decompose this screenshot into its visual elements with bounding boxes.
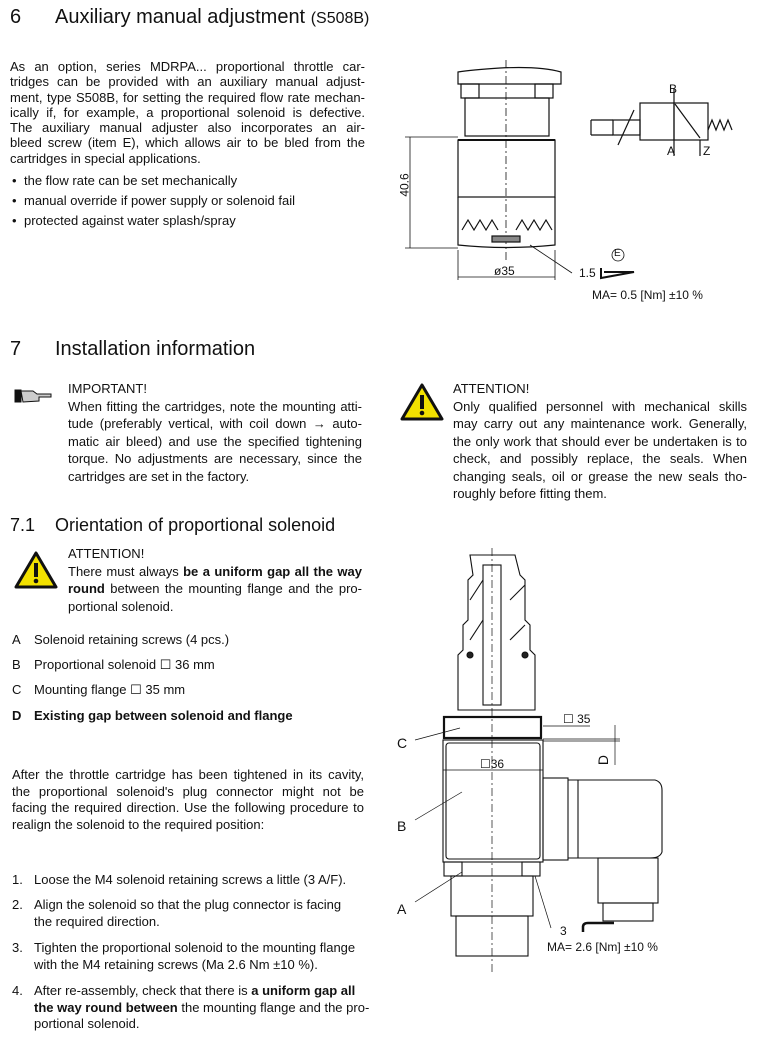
text-line: There must always be a uniform gap all the way <box>68 563 363 579</box>
list-item: • the flow rate can be set mechanically <box>12 171 295 191</box>
key-size-label: 1.5 <box>579 266 596 280</box>
text-line: ment, type S508B, for setting the required flow rate mechan- <box>10 89 365 105</box>
text-line: As an option, series MDRPA... proportional throttle car- <box>10 59 365 74</box>
dimension-diameter: ø35 <box>494 264 515 278</box>
text-line: the only work that should ever be undertaken is to <box>453 433 747 449</box>
text-line: realign the solenoid to the required position: <box>12 816 265 832</box>
text-line: the proportional solenoid's plug connector might not be <box>12 783 364 799</box>
text-line: roughly before fitting them. <box>453 486 607 501</box>
section-title: Auxiliary manual adjustment <box>55 6 306 28</box>
port-z-label: Z <box>703 144 711 158</box>
port-a-label: A <box>667 144 676 158</box>
flange-size-label: ☐ 35 <box>563 712 591 726</box>
text-line: changing seals, oil or grease the new seals tho- <box>453 468 747 484</box>
torque-label: MA= 2.6 [Nm] ±10 % <box>547 940 658 954</box>
text-line: ically if, for example, a proportional solenoid is defective. <box>10 104 365 120</box>
gap-label-d: D <box>595 754 612 766</box>
dimension-height: 40.6 <box>397 173 412 197</box>
text-line: check, and possibly replace, the seals. When <box>453 451 747 466</box>
text-line: bleed screw (item E), which allows air to be bled from the <box>10 135 365 151</box>
note-heading: ATTENTION! <box>68 546 145 561</box>
text-line: may carry out any maintenance work. Generally, <box>453 416 747 431</box>
text-line: torque. No adjustments are necessary, since the <box>68 451 362 466</box>
text-line: cartridges are set in the factory. <box>68 468 250 484</box>
note-heading: ATTENTION! <box>453 381 530 396</box>
list-item: • manual override if power supply or solenoid fail <box>12 191 295 211</box>
text-line: matic air bleed) and use the specified tightening <box>68 433 362 449</box>
section-code: (S508B) <box>310 10 370 27</box>
text-line: Only qualified personnel with mechanical skills <box>453 398 747 414</box>
text-line: tude (preferably vertical, with coil down → auto- <box>68 416 362 431</box>
label-a: A <box>397 901 407 917</box>
text-line: portional solenoid. <box>68 598 174 614</box>
item-e-label: E <box>614 248 621 259</box>
note-heading: IMPORTANT! <box>68 381 147 396</box>
text-line: tridges can be provided with an auxiliary manual adjust- <box>10 74 365 90</box>
text-line: cartridges in special applications. <box>10 150 201 166</box>
label-b: B <box>397 818 407 834</box>
text-line: When fitting the cartridges, note the mounting atti- <box>68 398 362 414</box>
torque-label: MA= 0.5 [Nm] ±10 % <box>592 288 703 302</box>
text-line: After the throttle cartridge has been tightened in its cavity, <box>12 767 364 782</box>
text-line: facing the required direction. Use the following procedure to <box>12 800 364 815</box>
key-size-label: 3 <box>560 924 567 938</box>
label-c: C <box>397 735 408 751</box>
text-line: round between the mounting flange and the pro- <box>68 581 362 596</box>
text-line: The auxiliary manual adjuster also incorporates an air- <box>10 120 365 136</box>
solenoid-size-label: ☐36 <box>480 757 505 771</box>
list-item: • protected against water splash/spray <box>12 211 295 231</box>
port-b-label: B <box>669 82 678 96</box>
